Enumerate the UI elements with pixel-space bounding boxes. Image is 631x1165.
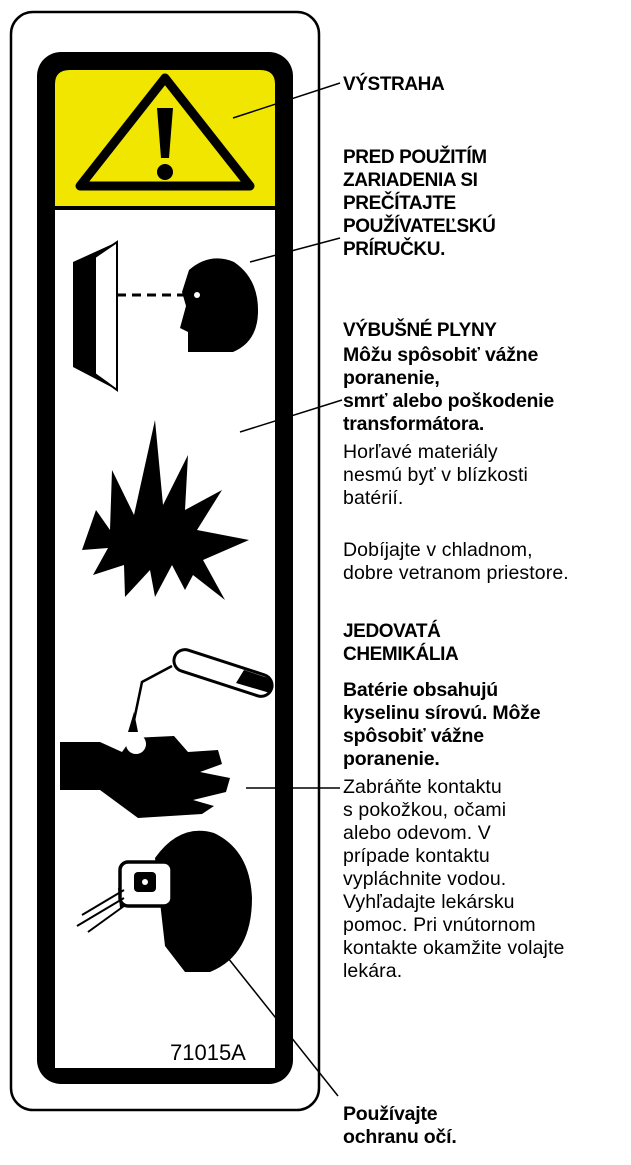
chemical-warning: Batérie obsahujú kyselinu sírovú. Môže spôsobiť vážne poranenie.	[343, 679, 541, 770]
eyes-title: Používajte ochranu očí.	[343, 1103, 457, 1148]
label-code: 71015A	[170, 1040, 246, 1065]
explosive-body-2: Dobíjajte v chladnom, dobre vetranom priestore.	[343, 539, 569, 584]
chemical-title: JEDOVATÁ CHEMIKÁLIA	[343, 621, 459, 665]
explosive-warning: Môžu spôsobiť vážne poranenie, smrť alebo poškodenie transformátora.	[343, 344, 555, 435]
warning-title: VÝSTRAHA	[343, 74, 445, 95]
explosive-body-1: Horľavé materiály nesmú byť v blízkosti batérií.	[343, 441, 528, 509]
chemical-body: Zabráňte kontaktu s pokožkou, očami alebo odevom. V prípade kontaktu vypláchnite vodou. Vyhľadajte lekársku pomoc. Pri vnútornom kontakte okamžite volajte lekára.	[343, 776, 565, 982]
explosive-title: VÝBUŠNÉ PLYNY	[343, 320, 497, 341]
manual-title: PRED POUŽITÍM ZARIADENIA SI PREČÍTAJTE POUŽÍVATEĽSKÚ PRÍRUČKU.	[343, 147, 496, 260]
